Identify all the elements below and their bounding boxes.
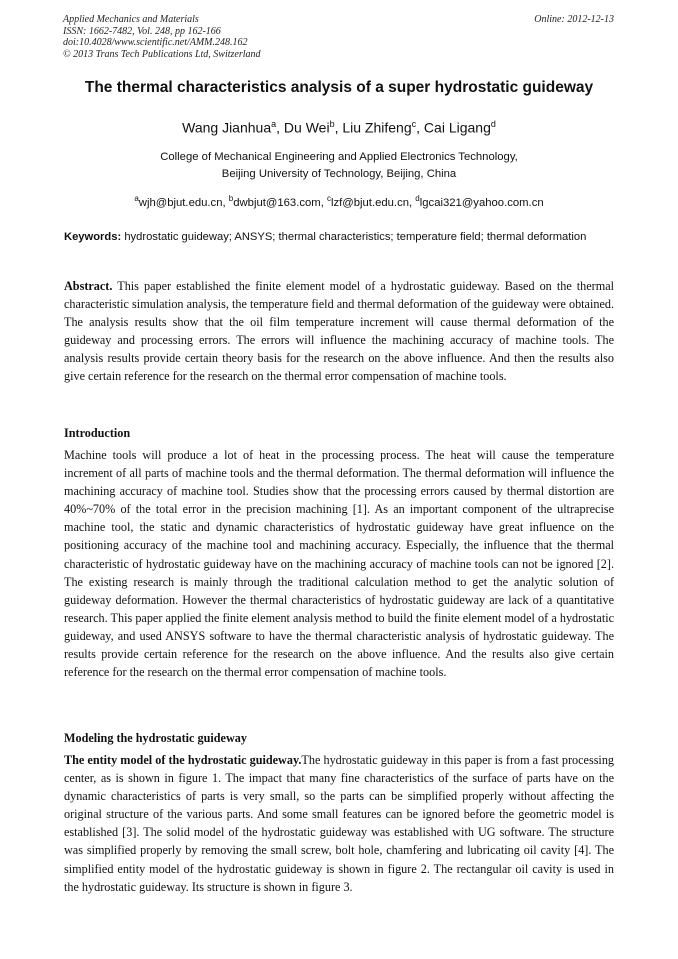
keywords-label: Keywords: [64,231,122,243]
author-name: Du Wei [283,119,330,136]
modeling-body: The hydrostatic guideway in this paper is from a fast processing center, as is shown in figure 1. The impact that many fine characteristics of the surface of parts have on the dynamic characteristics of parts is very small, so the parts can be simplified properly without affecting the original structure of the various parts. And some small features can be ignored before the geometric model is established [3]. The solid model of the hydrostatic guideway was established with UG software. The structure was simplified properly by removing the small screw, bolt hole, chamfering and lubricating oil cavity [4]. The simplified entity model of the hydrostatic guideway is shown in figure 2. The rectangular oil cavity is used in the hydrostatic guideway. Its structure is shown in figure 3. [64,753,615,894]
keywords-text: hydrostatic guideway; ANSYS; thermal characteristics; temperature field; thermal deformation [124,231,587,243]
affiliation-line: Beijing University of Technology, Beijing, China [221,168,457,180]
author-mark: a [271,119,277,129]
email-mark: a [134,194,139,203]
email-address[interactable]: lgcai321@yahoo.com.cn [419,196,544,209]
online-date: Online: 2012-12-13 [534,14,614,25]
email-address[interactable]: wjh@bjut.edu.cn [138,196,223,209]
abstract-label: Abstract. [64,279,113,293]
email-separator: , [222,196,229,209]
email-mark: b [228,194,234,203]
abstract-text: This paper established the finite element model of a hydrostatic guideway. Based on the thermal characteristic simulation analysis, the temperature field and thermal deformation of the guideway were obtained. The analysis results show that the oil film temperature increment will cause thermal deformation of the guideway and processing errors. The errors will influence the machining accuracy of machine tools. The analysis results provide certain theory basis for the research on the above influence. And then the results also give certain reference for the research on the thermal error compensation of machine tools. [64,279,615,384]
author-mark: c [411,119,417,129]
email-separator: , [409,196,416,209]
email-address[interactable]: lzf@bjut.edu.cn [330,196,410,209]
author-name: Cai Ligang [423,119,491,136]
copyright-line: © 2013 Trans Tech Publications Ltd, Switzerland [63,48,261,60]
introduction-text: Machine tools will produce a lot of heat in the processing process. The heat will cause the temperature increment of all parts of machine tools and the thermal deformation. The thermal deformation will influence the machining accuracy of machine tool. Studies show that the processing errors caused by thermal distortion are 40%~70% of the total error in the precision machining [1]. As an important component of the ultraprecise machine tool, the static and dynamic characteristics of hydrostatic guideway have great influence on the positioning accuracy of the machine tool and machining accuracy. Especially, the influence that the thermal characteristic of hydrostatic guideway have on the machining accuracy of machine tools can not be ignored [2]. The existing research is mainly through the traditional calculation method to get the analytic solution of guideway deformation. However the thermal characteristics of hydrostatic guideway are lack of a quantitative research. This paper applied the finite element analysis method to build the finite element model of a hydrostatic guideway, and used ANSYS software to have the thermal characteristic analysis of hydrostatic guideway. The results provide certain reference for the research on the above influence. And the results also give certain reference for the research on the thermal error compensation of machine tools. [64,448,614,680]
email-list [0,190,678,212]
author-mark: b [329,119,335,129]
email-mark: d [415,194,420,203]
modeling-heading: Modeling the hydrostatic guideway [64,731,247,745]
doi-line: doi:10.4028/www.scientific.net/AMM.248.162 [63,37,248,48]
issn-line: ISSN: 1662-7482, Vol. 248, pp 162-166 [63,25,221,37]
affiliation [0,149,678,183]
modeling-text [64,751,614,896]
affiliation-line: College of Mechanical Engineering and Applied Electronics Technology, [160,151,518,163]
introduction-heading: Introduction [64,426,131,440]
journal-name: Applied Mechanics and Materials [63,14,199,25]
author-separator: , [334,119,343,136]
author-mark: d [490,119,496,129]
keywords [64,229,614,246]
author-separator: , [416,119,424,136]
abstract [64,277,614,386]
journal-info [63,14,261,60]
email-mark: c [326,194,331,203]
modeling-lead: The entity model of the hydrostatic guideway. [64,753,302,767]
email-address[interactable]: dwbjut@163.com [233,196,321,209]
email-separator: , [320,196,327,209]
author-list [0,114,678,138]
author-name: Wang Jianhua [182,119,272,136]
paper-title: The thermal characteristics analysis of a super hydrostatic guideway [84,79,594,96]
author-name: Liu Zhifeng [342,119,412,136]
author-separator: , [276,119,284,136]
